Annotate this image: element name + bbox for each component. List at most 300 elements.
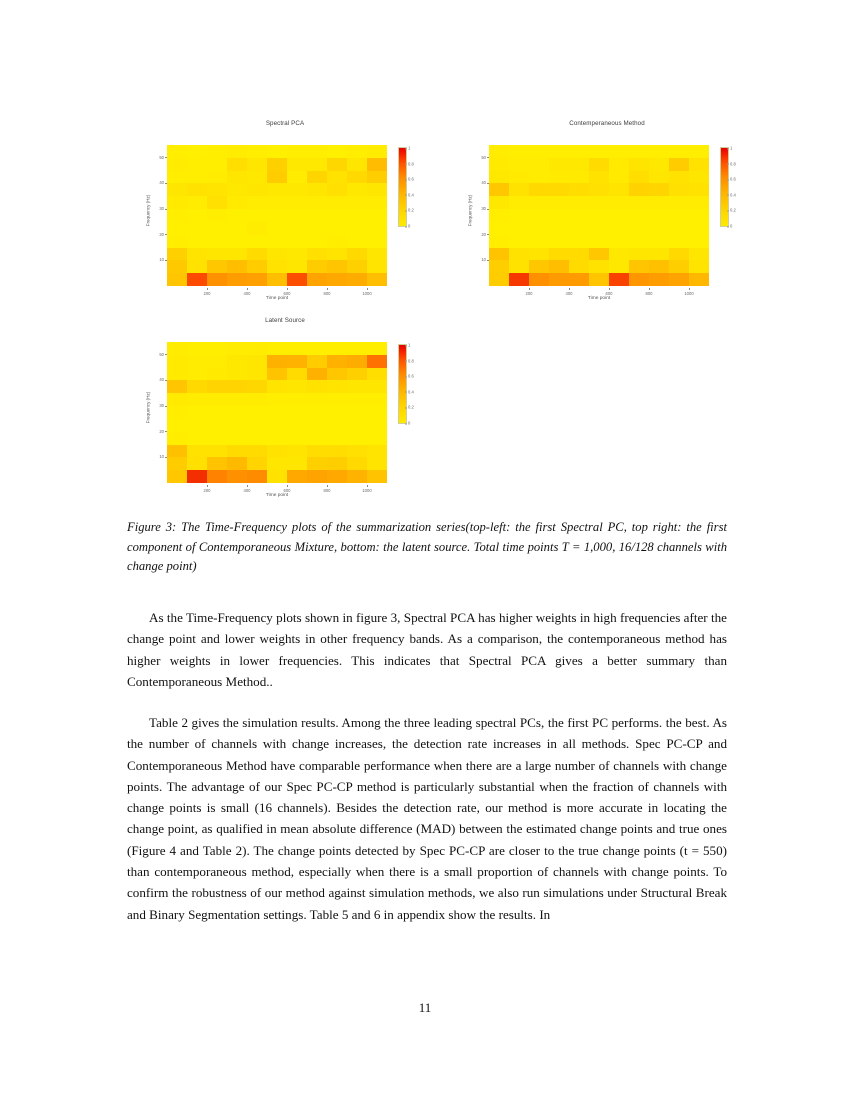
heatmap-cell <box>367 235 387 248</box>
heatmap-cell <box>529 260 549 273</box>
heatmap-cell <box>227 183 247 196</box>
heatmap-cell <box>509 273 529 286</box>
heatmap-cell <box>167 406 187 419</box>
heatmap-cell <box>609 222 629 235</box>
heatmap-cell <box>207 419 227 432</box>
heatmap-cell <box>489 171 509 184</box>
heatmap-cell <box>549 260 569 273</box>
heatmap-cell <box>489 260 509 273</box>
x-axis-tick: 1000 <box>357 488 377 493</box>
colorbar-tick: 0.4 <box>730 192 736 198</box>
page-number: 11 <box>418 1000 432 1015</box>
heatmap-cell <box>689 171 709 184</box>
y-axis-tick: 50 <box>467 155 486 160</box>
heatmap-cell <box>207 355 227 368</box>
heatmap-cell <box>327 457 347 470</box>
heatmap-cell <box>569 158 589 171</box>
heatmap-cell <box>267 171 287 184</box>
heatmap-cell <box>187 406 207 419</box>
heatmap-cell <box>327 196 347 209</box>
heatmap-cell <box>287 355 307 368</box>
y-axis-label: Frequency (Hz) <box>467 194 473 227</box>
heatmap-cell <box>267 235 287 248</box>
y-axis-tick: 20 <box>145 429 164 434</box>
heatmap-cell <box>347 406 367 419</box>
heatmap-cell <box>227 393 247 406</box>
heatmap-cell <box>247 393 267 406</box>
heatmap-cell <box>367 406 387 419</box>
heatmap-cell <box>187 209 207 222</box>
heatmap-cell <box>367 209 387 222</box>
heatmap-cell <box>629 209 649 222</box>
heatmap-cell <box>247 158 267 171</box>
heatmap-cell <box>327 445 347 458</box>
heatmap-cell <box>589 235 609 248</box>
heatmap-cell <box>247 368 267 381</box>
heatmap-cell <box>287 342 307 355</box>
y-axis-tick: 40 <box>145 180 164 185</box>
heatmap-cell <box>267 406 287 419</box>
heatmap-cell <box>267 158 287 171</box>
heatmap-cell <box>167 432 187 445</box>
colorbar-tick: 1 <box>408 145 411 151</box>
heatmap-cell <box>307 432 327 445</box>
heatmap-cell <box>247 432 267 445</box>
heatmap-cell <box>227 196 247 209</box>
heatmap-cell <box>327 171 347 184</box>
y-axis-tick: 30 <box>467 206 486 211</box>
heatmap-cell <box>267 457 287 470</box>
heatmap-cell <box>187 196 207 209</box>
heatmap-cell <box>347 393 367 406</box>
heatmap-cell <box>287 393 307 406</box>
x-axis-tick: 600 <box>277 488 297 493</box>
heatmap-cell <box>307 235 327 248</box>
panel-contemperaneous-method <box>462 120 752 305</box>
heatmap-cell <box>247 248 267 261</box>
heatmap-cell <box>327 222 347 235</box>
heatmap-cell <box>347 432 367 445</box>
heatmap-cell <box>187 171 207 184</box>
heatmap-cell <box>247 457 267 470</box>
heatmap-cell <box>367 393 387 406</box>
heatmap-cell <box>167 342 187 355</box>
heatmap-cell <box>207 445 227 458</box>
heatmap-cell <box>549 196 569 209</box>
heatmap-cell <box>669 235 689 248</box>
x-axis-tick: 800 <box>639 291 659 296</box>
heatmap-cell <box>689 183 709 196</box>
colorbar-tick: 0.6 <box>408 373 414 379</box>
heatmap-cell <box>589 196 609 209</box>
heatmap-cell <box>347 470 367 483</box>
heatmap-cell <box>187 145 207 158</box>
colorbar-contemperaneous-method <box>720 145 736 229</box>
heatmap-cell <box>649 171 669 184</box>
x-axis-tick: 1000 <box>679 291 699 296</box>
heatmap-cell <box>267 419 287 432</box>
heatmap-cell <box>207 222 227 235</box>
heatmap-cell <box>489 183 509 196</box>
heatmap-cell <box>327 209 347 222</box>
heatmap-cell <box>347 235 367 248</box>
chart-title: Contemperaneous Method <box>569 120 645 127</box>
heatmap-cell <box>167 393 187 406</box>
heatmap-cell <box>247 470 267 483</box>
heatmap-cell <box>167 470 187 483</box>
figure-caption: Figure 3: The Time-Frequency plots of the summarization series(top-left: the first Spectral PC, top right: the first component of Contemporaneous Mixture, bottom: the latent source. Total time points T = 1,000, 16/128 channels with change point) <box>127 520 727 573</box>
heatmap-cell <box>287 432 307 445</box>
heatmap-cell <box>649 235 669 248</box>
heatmap-cell <box>569 222 589 235</box>
heatmap-cell <box>227 432 247 445</box>
heatmap-cell <box>549 183 569 196</box>
heatmap-cell <box>669 196 689 209</box>
heatmap-cell <box>207 260 227 273</box>
heatmap-cell <box>167 171 187 184</box>
heatmap-cell <box>287 406 307 419</box>
heatmap-cell <box>307 368 327 381</box>
heatmap-cell <box>227 248 247 261</box>
heatmap-cell <box>569 273 589 286</box>
heatmap-contemperaneous-method <box>489 145 709 286</box>
heatmap-cell <box>207 406 227 419</box>
heatmap-cell <box>267 355 287 368</box>
heatmap-cell <box>307 273 327 286</box>
heatmap-cell <box>609 248 629 261</box>
x-axis-label: Time point <box>265 493 289 498</box>
heatmap-cell <box>569 196 589 209</box>
heatmap-cell <box>589 158 609 171</box>
heatmap-cell <box>549 209 569 222</box>
heatmap-cell <box>227 260 247 273</box>
heatmap-cell <box>649 209 669 222</box>
heatmap-cell <box>327 158 347 171</box>
heatmap-cell <box>227 457 247 470</box>
colorbar-tick: 0.8 <box>730 161 736 167</box>
y-axis-tick: 20 <box>145 232 164 237</box>
heatmap-cell <box>167 260 187 273</box>
heatmap-cell <box>287 445 307 458</box>
heatmap-cell <box>669 260 689 273</box>
x-axis-tick: 200 <box>197 488 217 493</box>
heatmap-cell <box>367 470 387 483</box>
heatmap-cell <box>649 145 669 158</box>
x-axis-tick: 400 <box>237 488 257 493</box>
heatmap-cell <box>549 171 569 184</box>
colorbar-tick: 0.2 <box>408 207 414 213</box>
heatmap-cell <box>287 419 307 432</box>
heatmap-cell <box>167 209 187 222</box>
heatmap-cell <box>287 171 307 184</box>
heatmap-cell <box>287 145 307 158</box>
heatmap-cell <box>489 196 509 209</box>
heatmap-cell <box>287 248 307 261</box>
heatmap-cell <box>529 196 549 209</box>
heatmap-cell <box>367 445 387 458</box>
heatmap-cell <box>629 171 649 184</box>
heatmap-cell <box>347 342 367 355</box>
heatmap-cell <box>327 342 347 355</box>
heatmap-cell <box>227 368 247 381</box>
heatmap-cell <box>689 222 709 235</box>
heatmap-cell <box>549 248 569 261</box>
heatmap-cell <box>509 196 529 209</box>
heatmap-cell <box>267 393 287 406</box>
heatmap-cell <box>287 380 307 393</box>
heatmap-cell <box>307 196 327 209</box>
heatmap-cell <box>669 222 689 235</box>
heatmap-cell <box>307 209 327 222</box>
heatmap-cell <box>529 145 549 158</box>
colorbar-tick: 1 <box>408 342 411 348</box>
heatmap-cell <box>689 196 709 209</box>
heatmap-cell <box>347 445 367 458</box>
heatmap-spectral-pca <box>167 145 387 286</box>
heatmap-cell <box>307 248 327 261</box>
heatmap-cell <box>327 273 347 286</box>
heatmap-cell <box>649 158 669 171</box>
heatmap-cell <box>207 158 227 171</box>
heatmap-cell <box>207 196 227 209</box>
heatmap-cell <box>227 406 247 419</box>
heatmap-cell <box>669 145 689 158</box>
heatmap-cell <box>207 457 227 470</box>
heatmap-cell <box>509 171 529 184</box>
heatmap-cell <box>529 235 549 248</box>
heatmap-cell <box>167 235 187 248</box>
heatmap-cell <box>207 432 227 445</box>
heatmap-cell <box>367 342 387 355</box>
x-axis-tick: 1000 <box>357 291 377 296</box>
heatmap-cell <box>307 342 327 355</box>
heatmap-cell <box>367 171 387 184</box>
heatmap-cell <box>307 171 327 184</box>
heatmap-cell <box>167 196 187 209</box>
heatmap-cell <box>367 273 387 286</box>
heatmap-cell <box>367 355 387 368</box>
heatmap-cell <box>247 183 267 196</box>
heatmap-cell <box>307 457 327 470</box>
heatmap-cell <box>529 171 549 184</box>
heatmap-cell <box>267 145 287 158</box>
colorbar-tick: 0 <box>730 223 733 229</box>
colorbar-tick: 0.2 <box>408 404 414 410</box>
heatmap-cell <box>307 393 327 406</box>
x-axis-tick: 800 <box>317 291 337 296</box>
heatmap-cell <box>689 145 709 158</box>
heatmap-cell <box>629 196 649 209</box>
x-axis-tick: 800 <box>317 488 337 493</box>
heatmap-cell <box>347 368 367 381</box>
heatmap-cell <box>167 380 187 393</box>
heatmap-cell <box>367 196 387 209</box>
heatmap-cell <box>187 260 207 273</box>
heatmap-cell <box>247 235 267 248</box>
heatmap-cell <box>307 183 327 196</box>
heatmap-cell <box>287 196 307 209</box>
heatmap-cell <box>489 209 509 222</box>
panel-spectral-pca <box>140 120 430 305</box>
heatmap-cell <box>347 222 367 235</box>
heatmap-cell <box>689 235 709 248</box>
body-paragraph-2: Table 2 gives the simulation results. Among the three leading spectral PCs, the first PC performs. the best. As the number of channels with change increases, the detection rate increases in all methods. Spec PC-CP and Contemporaneous Method have comparable performance when there are a large number of channels with change points. The advantage of our Spec PC-CP method is particularly substantial when the fraction of channels with change points is small (16 channels). Besides the detection rate, our method is more accurate in locating the change point, as qualified in mean absolute difference (MAD) between the estimated change points and true ones (Figure 4 and Table 2). The change points detected by Spec PC-CP are closer to the true change points (t = 550) than contemporaneous method, especially when there is a small proportion of channels with change points. To confirm the robustness of our method against simulation methods, we also run simulations under Structural Break and Binary Segmentation settings. Table 5 and 6 in appendix show the results. In <box>127 715 727 922</box>
heatmap-cell <box>207 368 227 381</box>
heatmap-cell <box>267 445 287 458</box>
heatmap-cell <box>669 183 689 196</box>
heatmap-cell <box>287 158 307 171</box>
heatmap-cell <box>187 222 207 235</box>
heatmap-latent-source <box>167 342 387 483</box>
heatmap-cell <box>629 183 649 196</box>
heatmap-cell <box>649 196 669 209</box>
heatmap-cell <box>267 342 287 355</box>
heatmap-cell <box>609 260 629 273</box>
heatmap-cell <box>367 158 387 171</box>
heatmap-cell <box>327 393 347 406</box>
heatmap-cell <box>227 209 247 222</box>
heatmap-cell <box>367 380 387 393</box>
heatmap-cell <box>489 248 509 261</box>
heatmap-cell <box>549 273 569 286</box>
x-axis-tick: 400 <box>237 291 257 296</box>
heatmap-cell <box>549 158 569 171</box>
heatmap-cell <box>347 419 367 432</box>
colorbar-tick: 0.6 <box>730 176 736 182</box>
heatmap-cell <box>187 445 207 458</box>
heatmap-cell <box>307 355 327 368</box>
heatmap-cell <box>549 145 569 158</box>
heatmap-cell <box>529 248 549 261</box>
heatmap-cell <box>207 273 227 286</box>
heatmap-cell <box>227 158 247 171</box>
heatmap-cell <box>247 145 267 158</box>
heatmap-cell <box>227 273 247 286</box>
heatmap-cell <box>649 273 669 286</box>
heatmap-cell <box>367 432 387 445</box>
heatmap-cell <box>367 145 387 158</box>
heatmap-cell <box>629 235 649 248</box>
heatmap-cell <box>509 248 529 261</box>
heatmap-cell <box>489 145 509 158</box>
heatmap-cell <box>167 445 187 458</box>
y-axis-tick: 40 <box>145 377 164 382</box>
heatmap-cell <box>489 273 509 286</box>
y-axis-tick: 10 <box>467 257 486 262</box>
heatmap-cell <box>347 158 367 171</box>
heatmap-cell <box>689 209 709 222</box>
heatmap-cell <box>287 222 307 235</box>
figure-3 <box>0 105 850 505</box>
heatmap-cell <box>247 355 267 368</box>
heatmap-cell <box>509 145 529 158</box>
heatmap-cell <box>307 145 327 158</box>
heatmap-cell <box>549 235 569 248</box>
heatmap-cell <box>307 470 327 483</box>
heatmap-cell <box>167 183 187 196</box>
heatmap-cell <box>509 235 529 248</box>
heatmap-cell <box>589 260 609 273</box>
heatmap-cell <box>649 248 669 261</box>
heatmap-cell <box>327 183 347 196</box>
y-axis-tick: 30 <box>145 403 164 408</box>
heatmap-cell <box>267 260 287 273</box>
heatmap-cell <box>509 260 529 273</box>
heatmap-cell <box>267 273 287 286</box>
heatmap-cell <box>529 158 549 171</box>
colorbar-tick: 0.4 <box>408 192 414 198</box>
heatmap-cell <box>347 248 367 261</box>
x-axis-tick: 200 <box>197 291 217 296</box>
heatmap-cell <box>187 248 207 261</box>
heatmap-cell <box>307 158 327 171</box>
heatmap-cell <box>327 248 347 261</box>
heatmap-cell <box>327 380 347 393</box>
heatmap-cell <box>629 145 649 158</box>
heatmap-cell <box>589 145 609 158</box>
heatmap-cell <box>307 406 327 419</box>
heatmap-cell <box>649 183 669 196</box>
heatmap-cell <box>589 248 609 261</box>
heatmap-cell <box>267 432 287 445</box>
heatmap-cell <box>247 445 267 458</box>
heatmap-cell <box>267 209 287 222</box>
y-axis-label: Frequency (Hz) <box>145 391 151 424</box>
y-axis-tick: 20 <box>467 232 486 237</box>
chart-title: Latent Source <box>265 317 305 324</box>
heatmap-cell <box>287 273 307 286</box>
heatmap-cell <box>247 209 267 222</box>
heatmap-cell <box>367 368 387 381</box>
heatmap-cell <box>187 158 207 171</box>
heatmap-cell <box>327 419 347 432</box>
heatmap-cell <box>649 222 669 235</box>
heatmap-cell <box>207 145 227 158</box>
heatmap-cell <box>589 171 609 184</box>
heatmap-cell <box>609 145 629 158</box>
heatmap-cell <box>187 380 207 393</box>
heatmap-cell <box>549 222 569 235</box>
heatmap-cell <box>307 445 327 458</box>
heatmap-cell <box>327 355 347 368</box>
heatmap-cell <box>569 260 589 273</box>
heatmap-cell <box>267 183 287 196</box>
heatmap-cell <box>569 209 589 222</box>
y-axis-tick: 50 <box>145 352 164 357</box>
y-axis-tick: 10 <box>145 454 164 459</box>
heatmap-cell <box>187 432 207 445</box>
heatmap-cell <box>347 260 367 273</box>
heatmap-cell <box>327 368 347 381</box>
heatmap-cell <box>509 183 529 196</box>
heatmap-cell <box>227 419 247 432</box>
heatmap-cell <box>589 183 609 196</box>
heatmap-cell <box>247 222 267 235</box>
x-axis-tick: 400 <box>559 291 579 296</box>
heatmap-cell <box>247 196 267 209</box>
heatmap-cell <box>207 380 227 393</box>
heatmap-cell <box>367 248 387 261</box>
heatmap-cell <box>247 406 267 419</box>
heatmap-cell <box>669 209 689 222</box>
heatmap-cell <box>629 158 649 171</box>
heatmap-cell <box>347 171 367 184</box>
heatmap-cell <box>287 183 307 196</box>
heatmap-cell <box>609 171 629 184</box>
heatmap-cell <box>227 355 247 368</box>
heatmap-cell <box>367 222 387 235</box>
heatmap-cell <box>207 470 227 483</box>
